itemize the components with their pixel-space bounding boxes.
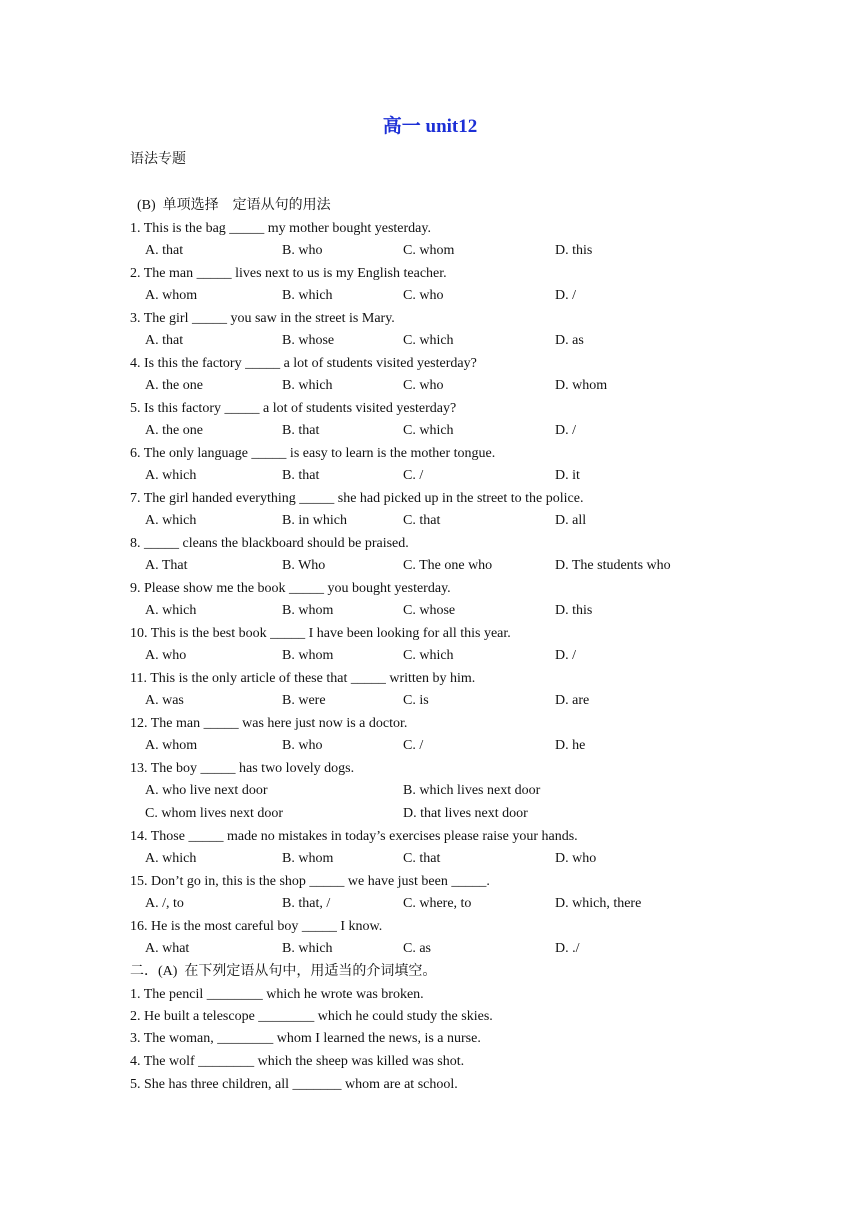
option-d: D. whom xyxy=(555,378,608,393)
option-a: A. /, to xyxy=(145,896,184,911)
option-d: D. The students who xyxy=(555,558,671,573)
option-a: A. That xyxy=(145,558,188,573)
option-c: C. The one who xyxy=(403,558,493,573)
option-a: A. that xyxy=(145,333,184,348)
option-d: D. are xyxy=(555,693,590,708)
question-stem: 8. _____ cleans the blackboard should be praised. xyxy=(130,536,409,551)
option-d: D. it xyxy=(555,468,580,483)
option-a: A. that xyxy=(145,243,184,258)
option-c: C. that xyxy=(403,851,441,866)
option-d: D. as xyxy=(555,333,584,348)
option-d: D. all xyxy=(555,513,587,528)
fill-blank-item: 1. The pencil ________ which he wrote was broken. xyxy=(130,987,424,1002)
section-b-heading: (B) 单项选择 定语从句的用法 xyxy=(137,198,331,213)
option-b: B. were xyxy=(282,693,326,708)
option-c: C. who xyxy=(403,378,444,393)
option-b: B. that xyxy=(282,468,320,483)
option-a: A. who xyxy=(145,648,187,663)
option-a: A. the one xyxy=(145,423,203,438)
fill-blank-item: 2. He built a telescope ________ which he could study the skies. xyxy=(130,1009,493,1024)
option-b: B. whom xyxy=(282,648,334,663)
option-a: A. which xyxy=(145,603,197,618)
option-a: A. the one xyxy=(145,378,203,393)
question-stem: 14. Those _____ made no mistakes in today’s exercises please raise your hands. xyxy=(130,829,578,844)
option-d: D. / xyxy=(555,648,576,663)
question-stem: 5. Is this factory _____ a lot of students visited yesterday? xyxy=(130,401,457,416)
question-stem: 6. The only language _____ is easy to learn is the mother tongue. xyxy=(130,446,496,461)
question-stem: 1. This is the bag _____ my mother bought yesterday. xyxy=(130,221,431,236)
question-stem: 7. The girl handed everything _____ she had picked up in the street to the police. xyxy=(130,491,584,506)
option-c: C. where, to xyxy=(403,896,472,911)
question-stem: 15. Don’t go in, this is the shop _____ we have just been _____. xyxy=(130,874,490,889)
option-b: B. who xyxy=(282,738,323,753)
question-stem: 10. This is the best book _____ I have been looking for all this year. xyxy=(130,626,511,641)
option-c: C. which xyxy=(403,333,454,348)
option-b: B. whom xyxy=(282,603,334,618)
option-c: C. who xyxy=(403,288,444,303)
fill-blank-item: 4. The wolf ________ which the sheep was killed was shot. xyxy=(130,1054,465,1069)
fill-blank-item: 5. She has three children, all _______ whom are at school. xyxy=(130,1077,458,1092)
option-c: C. whose xyxy=(403,603,456,618)
fill-blank-item: 3. The woman, ________ whom I learned the news, is a nurse. xyxy=(130,1031,481,1046)
subtitle: 语法专题 xyxy=(130,152,186,167)
option-c: C. is xyxy=(403,693,429,708)
option-a: A. which xyxy=(145,851,197,866)
option-b: B. who xyxy=(282,243,323,258)
question-stem: 13. The boy _____ has two lovely dogs. xyxy=(130,761,355,776)
option-b: B. Who xyxy=(282,558,326,573)
question-stem: 16. He is the most careful boy _____ I know. xyxy=(130,919,383,934)
option-d: D. this xyxy=(555,603,593,618)
option-b: B. that, / xyxy=(282,896,331,911)
option-c: C. whom xyxy=(403,243,455,258)
option-a: A. was xyxy=(145,693,184,708)
question-stem: 9. Please show me the book _____ you bought yesterday. xyxy=(130,581,451,596)
option-c: C. that xyxy=(403,513,441,528)
option-a: A. whom xyxy=(145,738,198,753)
option-b: B. which xyxy=(282,288,333,303)
question-stem: 3. The girl _____ you saw in the street is Mary. xyxy=(130,311,395,326)
option-b: B. which xyxy=(282,378,333,393)
option-b: B. in which xyxy=(282,513,347,528)
option-c: C. / xyxy=(403,468,424,483)
document-title: 高一 unit12 xyxy=(382,116,478,137)
option-d: D. which, there xyxy=(555,896,642,911)
section-2-heading: 二．(A) 在下列定语从句中，用适当的介词填空。 xyxy=(130,964,437,979)
question-stem: 4. Is this the factory _____ a lot of students visited yesterday? xyxy=(130,356,477,371)
option-a: A. who live next door xyxy=(145,783,268,798)
option-c: C. which xyxy=(403,648,454,663)
option-c: C. / xyxy=(403,738,424,753)
option-b: B. whose xyxy=(282,333,335,348)
option-d: D. that lives next door xyxy=(403,806,528,821)
option-b: B. that xyxy=(282,423,320,438)
question-stem: 11. This is the only article of these that _____ written by him. xyxy=(130,671,476,686)
option-c: C. as xyxy=(403,941,431,956)
option-d: D. / xyxy=(555,288,576,303)
option-d: D. this xyxy=(555,243,593,258)
option-a: A. which xyxy=(145,513,197,528)
option-b: B. which lives next door xyxy=(403,783,541,798)
option-d: D. ./ xyxy=(555,941,580,956)
option-d: D. he xyxy=(555,738,586,753)
question-stem: 2. The man _____ lives next to us is my English teacher. xyxy=(130,266,447,281)
option-a: A. which xyxy=(145,468,197,483)
option-a: A. what xyxy=(145,941,190,956)
option-b: B. which xyxy=(282,941,333,956)
option-b: B. whom xyxy=(282,851,334,866)
question-stem: 12. The man _____ was here just now is a doctor. xyxy=(130,716,408,731)
option-d: D. / xyxy=(555,423,576,438)
option-c: C. whom lives next door xyxy=(145,806,284,821)
option-d: D. who xyxy=(555,851,597,866)
option-c: C. which xyxy=(403,423,454,438)
option-a: A. whom xyxy=(145,288,198,303)
